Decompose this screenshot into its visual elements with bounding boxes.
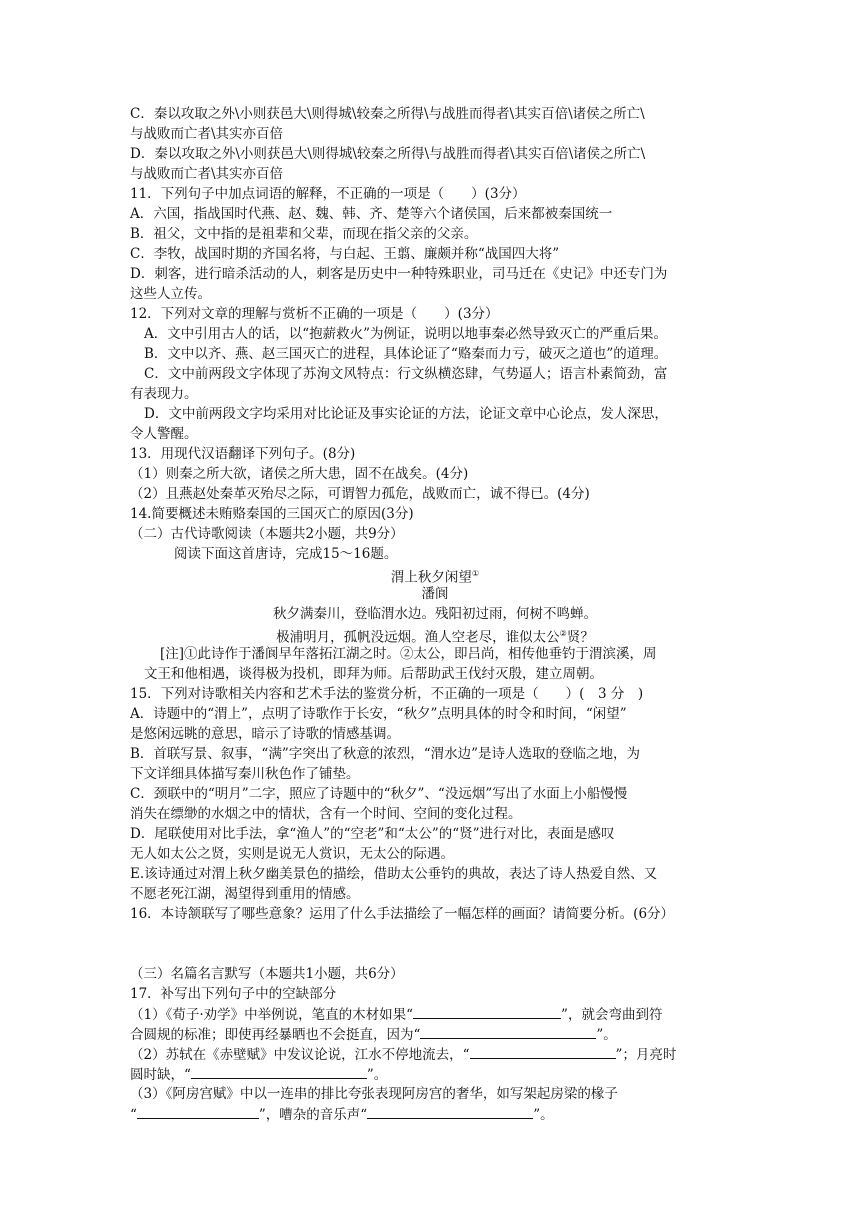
section3-heading: （三）名篇名言默写（本题共1小题，共6分）	[130, 966, 404, 982]
q16-stem: 16．本诗颔联写了哪些意象？运用了什么手法描绘了一幅怎样的画面？请简要分析。(6分）	[130, 906, 675, 922]
poem-line-1: 秋夕满秦川，登临渭水边。残阳初过雨，何树不鸣蝉。	[273, 606, 597, 622]
q11-stem: 11．下列句子中加点词语的解释，不正确的一项是（ ）(3分）	[130, 186, 526, 202]
q17-item-2: （2）苏轼在《赤壁赋》中发议论说，江水不停地流去，“ ”；月亮时	[130, 1044, 740, 1065]
q12-option-d-cont: 令人警醒。	[130, 426, 198, 442]
answer-blank[interactable]	[191, 1064, 367, 1079]
q12-option-a: A．文中引用古人的话，以“抱薪救火”为例证，说明以地事秦必然导致灭亡的严重后果。	[144, 326, 668, 342]
q12-option-d: D．文中前两段文字均采用对比论证及事实论证的方法，论证文章中心论点，发人深思，	[144, 406, 668, 422]
q15-option-d-cont: 无人如太公之贤，实则是说无人赏识，无太公的际遇。	[130, 846, 454, 862]
poem-title: 渭上秋夕闲望①	[390, 569, 480, 586]
q17-item-3-cont: “ ”，嘈杂的音乐声“ ”。	[130, 1104, 740, 1125]
q10-option-d: D．秦以攻取之外\小则获邑大\则得城\较秦之所得\与战胜而得者\其实百倍\诸侯之所亡\	[130, 146, 646, 162]
q17-stem: 17．补写出下列句子中的空缺部分	[130, 986, 337, 1002]
q15-stem: 15．下列对诗歌相关内容和艺术手法的鉴赏分析，不正确的一项是（ ）( 3 分 )	[130, 686, 644, 702]
q11-option-c: C．李牧，战国时期的齐国名将，与白起、王翦、廉颇并称“战国四大将”	[130, 246, 560, 262]
section2-heading: （二）古代诗歌阅读（本题共2小题，共9分）	[130, 526, 404, 542]
q13-sentence-1: （1）则秦之所大欲，诸侯之所大患，固不在战矣。(4分)	[130, 466, 469, 482]
poem-line-2: 极浦明月，孤帆没远烟。渔人空老尽，谁似太公②贤？	[276, 629, 594, 646]
q15-option-c-cont: 消失在缥缈的水烟之中的情状，含有一个时间、空间的变化过程。	[130, 806, 522, 822]
q12-option-c-cont: 有表现力。	[130, 386, 198, 402]
answer-blank[interactable]	[420, 1024, 596, 1039]
section2-intro: 阅读下面这首唐诗，完成15～16题。	[174, 546, 398, 562]
q11-option-d-cont: 这些人立传。	[130, 286, 211, 302]
answer-blank[interactable]	[470, 1044, 616, 1059]
q15-option-a: A．诗题中的“渭上”，点明了诗歌作于长安，“秋夕”点明具体的时令和时间，“闲望”	[130, 706, 627, 722]
q10-option-c-cont: 与战败而亡者\其实亦百倍	[130, 126, 284, 142]
answer-blank[interactable]	[413, 1004, 561, 1019]
q15-option-b-cont: 下文详细具体描写秦川秋色作了铺垫。	[130, 766, 360, 782]
q13-stem: 13．用现代汉语翻译下列句子。(8分)	[130, 446, 356, 462]
q15-option-e: E.该诗通过对渭上秋夕幽美景色的描绘，借助太公垂钓的典故，表达了诗人热爱自然、又	[130, 866, 658, 882]
q11-option-a: A．六国，指战国时代燕、赵、魏、韩、齐、楚等六个诸侯国，后来都被秦国统一	[130, 206, 613, 222]
q17-item-1: （1）《荀子·劝学》中举例说，笔直的木材如果“ ”，就会弯曲到符	[130, 1004, 740, 1025]
q12-stem: 12．下列对文章的理解与赏析不正确的一项是（ ）(3分）	[130, 306, 499, 322]
q13-sentence-2: （2）且燕赵处秦革灭殆尽之际，可谓智力孤危，战败而亡，诚不得已。(4分)	[130, 486, 590, 502]
q12-option-b: B．文中以齐、燕、赵三国灭亡的进程，具体论证了“赂秦而力亏，破灭之道也”的道理。	[144, 346, 668, 362]
q15-option-c: C．颈联中的“明月”二字，照应了诗题中的“秋夕”、“没远烟”写出了水面上小船慢慢	[130, 786, 628, 802]
q11-option-d: D．刺客，进行暗杀活动的人，刺客是历史中一种特殊职业，司马迁在《史记》中还专门为	[130, 266, 668, 282]
answer-blank[interactable]	[137, 1104, 259, 1119]
q10-option-c: C．秦以攻取之外\小则获邑大\则得城\较秦之所得\与战胜而得者\其实百倍\诸侯之所亡\	[130, 106, 645, 122]
q10-option-d-cont: 与战败而亡者\其实亦百倍	[130, 166, 284, 182]
answer-blank[interactable]	[367, 1104, 533, 1119]
q12-option-c: C．文中前两段文字体现了苏洵文风特点：行文纵横恣肆，气势逼人；语言朴素简劲，富	[144, 366, 668, 382]
q17-item-2-cont: 圆时缺，“ ”。	[130, 1064, 740, 1085]
q15-option-a-cont: 是悠闲远眺的意思，暗示了诗歌的情感基调。	[130, 726, 400, 742]
q17-item-1-cont: 合圆规的标准；即使再经暴晒也不会挺直，因为“ ”。	[130, 1024, 740, 1045]
poem-note-cont: 文王和他相遇，谈得极为投机，即拜为师。后帮助武王伐纣灭殷，建立周朝。	[144, 666, 603, 682]
q15-option-e-cont: 不愿老死江湖，渴望得到重用的情感。	[130, 886, 360, 902]
q11-option-b: B．祖父，文中指的是祖辈和父辈，而现在指父亲的父亲。	[130, 226, 478, 242]
poem-author: 潘阆	[421, 586, 449, 602]
poem-note: [注]①此诗作于潘阆早年落拓江湖之时。②太公，即吕尚，相传他垂钓于渭滨溪，周	[160, 646, 657, 662]
q15-option-b: B．首联写景、叙事，“满”字突出了秋意的浓烈，“渭水边”是诗人选取的登临之地，为	[130, 746, 641, 762]
q17-item-3: （3）《阿房宫赋》中以一连串的排比夸张表现阿房宫的奢华，如写架起房梁的椽子	[130, 1086, 618, 1102]
q15-option-d: D．尾联使用对比手法，拿“渔人”的“空老”和“太公”的“贤”进行对比，表面是感叹	[130, 826, 615, 842]
q14-stem: 14.简要概述未贿赂秦国的三国灭亡的原因(3分)	[130, 506, 414, 522]
